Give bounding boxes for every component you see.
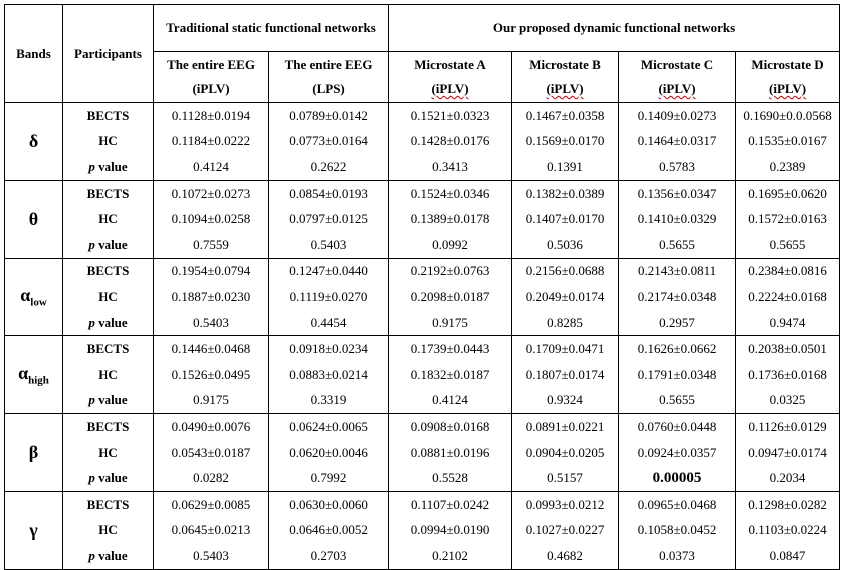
- p-value-cell: 0.0847: [736, 543, 840, 569]
- p-value-label: p value: [63, 388, 154, 414]
- value-cell: 0.1107±0.0242: [389, 491, 512, 517]
- value-cell: 0.0797±0.0125: [269, 206, 389, 232]
- results-table: [4, 4, 840, 570]
- value-cell: 0.2192±0.0763: [389, 258, 512, 284]
- value-cell: 0.1626±0.0662: [619, 336, 736, 362]
- value-cell: 0.1695±0.0620: [736, 180, 840, 206]
- p-value-cell: 0.00005: [619, 465, 736, 491]
- band-label: θ: [5, 180, 63, 258]
- table-row: [5, 336, 840, 362]
- value-cell: 0.0908±0.0168: [389, 414, 512, 440]
- p-value-label: p value: [63, 310, 154, 336]
- value-cell: 0.1382±0.0389: [512, 180, 619, 206]
- traditional-group-header: Traditional static functional networks: [154, 5, 389, 52]
- p-value-label: p value: [63, 465, 154, 491]
- participant-hc: HC: [63, 284, 154, 310]
- bands-header: Bands: [5, 5, 63, 103]
- table-row: [5, 465, 840, 491]
- table-row: [5, 518, 840, 544]
- p-value-cell: 0.2957: [619, 310, 736, 336]
- participant-becs: BECTS: [63, 103, 154, 129]
- participant-becs: BECTS: [63, 180, 154, 206]
- table-row: [5, 232, 840, 258]
- value-cell: 0.1410±0.0329: [619, 206, 736, 232]
- band-label: $\alpha_{high}$: [5, 336, 63, 414]
- value-cell: 0.1389±0.0178: [389, 206, 512, 232]
- p-value-cell: 0.2102: [389, 543, 512, 569]
- value-cell: 0.1467±0.0358: [512, 103, 619, 129]
- value-cell: 0.0904±0.0205: [512, 440, 619, 466]
- value-cell: 0.1569±0.0170: [512, 129, 619, 155]
- participant-hc: HC: [63, 129, 154, 155]
- value-cell: 0.1058±0.0452: [619, 518, 736, 544]
- value-cell: 0.1103±0.0224: [736, 518, 840, 544]
- column-header: Microstate C (iPLV): [619, 52, 736, 103]
- participant-hc: HC: [63, 440, 154, 466]
- participant-becs: BECTS: [63, 336, 154, 362]
- value-cell: 0.1298±0.0282: [736, 491, 840, 517]
- p-value-cell: 0.4124: [154, 154, 269, 180]
- value-cell: 0.0883±0.0214: [269, 362, 389, 388]
- value-cell: 0.2384±0.0816: [736, 258, 840, 284]
- p-value-cell: 0.9324: [512, 388, 619, 414]
- value-cell: 0.1524±0.0346: [389, 180, 512, 206]
- table-row: [5, 310, 840, 336]
- table-row: [5, 362, 840, 388]
- table-row: [5, 414, 840, 440]
- value-cell: 0.1409±0.0273: [619, 103, 736, 129]
- value-cell: 0.2049±0.0174: [512, 284, 619, 310]
- p-value-cell: 0.2703: [269, 543, 389, 569]
- p-value-label: p value: [63, 232, 154, 258]
- p-value-cell: 0.1391: [512, 154, 619, 180]
- value-cell: 0.1739±0.0443: [389, 336, 512, 362]
- value-cell: 0.1954±0.0794: [154, 258, 269, 284]
- p-value-cell: 0.4682: [512, 543, 619, 569]
- value-cell: 0.0543±0.0187: [154, 440, 269, 466]
- value-cell: 0.0646±0.0052: [269, 518, 389, 544]
- p-value-cell: 0.5655: [736, 232, 840, 258]
- value-cell: 0.0891±0.0221: [512, 414, 619, 440]
- value-cell: 0.1464±0.0317: [619, 129, 736, 155]
- value-cell: 0.1094±0.0258: [154, 206, 269, 232]
- value-cell: 0.2038±0.0501: [736, 336, 840, 362]
- p-value-cell: 0.0282: [154, 465, 269, 491]
- column-header: Microstate D (iPLV): [736, 52, 840, 103]
- value-cell: 0.2143±0.0811: [619, 258, 736, 284]
- p-value-cell: 0.7992: [269, 465, 389, 491]
- value-cell: 0.0624±0.0065: [269, 414, 389, 440]
- table-row: [5, 180, 840, 206]
- value-cell: 0.1027±0.0227: [512, 518, 619, 544]
- p-value-cell: 0.2034: [736, 465, 840, 491]
- p-value-cell: 0.5655: [619, 232, 736, 258]
- table-row: [5, 543, 840, 569]
- p-value-cell: 0.5528: [389, 465, 512, 491]
- value-cell: 0.1572±0.0163: [736, 206, 840, 232]
- table-row: [5, 206, 840, 232]
- value-cell: 0.2098±0.0187: [389, 284, 512, 310]
- value-cell: 0.0789±0.0142: [269, 103, 389, 129]
- value-cell: 0.0773±0.0164: [269, 129, 389, 155]
- p-value-cell: 0.5036: [512, 232, 619, 258]
- p-value-cell: 0.5655: [619, 388, 736, 414]
- value-cell: 0.0924±0.0357: [619, 440, 736, 466]
- table-row: [5, 154, 840, 180]
- value-cell: 0.1428±0.0176: [389, 129, 512, 155]
- table-row: [5, 491, 840, 517]
- value-cell: 0.2174±0.0348: [619, 284, 736, 310]
- band-label: γ: [5, 491, 63, 569]
- p-value-cell: 0.0325: [736, 388, 840, 414]
- value-cell: 0.1709±0.0471: [512, 336, 619, 362]
- participant-becs: BECTS: [63, 414, 154, 440]
- band-label: $\alpha_{low}$: [5, 258, 63, 336]
- p-value-cell: 0.2622: [269, 154, 389, 180]
- value-cell: 0.0490±0.0076: [154, 414, 269, 440]
- table-row: [5, 440, 840, 466]
- value-cell: 0.0993±0.0212: [512, 491, 619, 517]
- column-header: Microstate A (iPLV): [389, 52, 512, 103]
- p-value-cell: 0.5403: [154, 310, 269, 336]
- value-cell: 0.0994±0.0190: [389, 518, 512, 544]
- band-label: β: [5, 414, 63, 492]
- value-cell: 0.0965±0.0468: [619, 491, 736, 517]
- column-header: The entire EEG (LPS): [269, 52, 389, 103]
- value-cell: 0.1126±0.0129: [736, 414, 840, 440]
- p-value-cell: 0.5783: [619, 154, 736, 180]
- value-cell: 0.1521±0.0323: [389, 103, 512, 129]
- p-value-cell: 0.5403: [154, 543, 269, 569]
- participant-becs: BECTS: [63, 491, 154, 517]
- p-value-cell: 0.0373: [619, 543, 736, 569]
- value-cell: 0.1807±0.0174: [512, 362, 619, 388]
- table-body: [5, 103, 840, 570]
- participant-becs: BECTS: [63, 258, 154, 284]
- value-cell: 0.1887±0.0230: [154, 284, 269, 310]
- p-value-cell: 0.0992: [389, 232, 512, 258]
- value-cell: 0.1184±0.0222: [154, 129, 269, 155]
- p-value-cell: 0.4124: [389, 388, 512, 414]
- value-cell: 0.1247±0.0440: [269, 258, 389, 284]
- table-row: [5, 388, 840, 414]
- value-cell: 0.1736±0.0168: [736, 362, 840, 388]
- value-cell: 0.1446±0.0468: [154, 336, 269, 362]
- value-cell: 0.0620±0.0046: [269, 440, 389, 466]
- p-value-cell: 0.8285: [512, 310, 619, 336]
- p-value-cell: 0.5157: [512, 465, 619, 491]
- value-cell: 0.1072±0.0273: [154, 180, 269, 206]
- table-row: [5, 284, 840, 310]
- p-value-cell: 0.3413: [389, 154, 512, 180]
- value-cell: 0.0918±0.0234: [269, 336, 389, 362]
- value-cell: 0.0947±0.0174: [736, 440, 840, 466]
- participant-hc: HC: [63, 362, 154, 388]
- p-value-cell: 0.3319: [269, 388, 389, 414]
- value-cell: 0.0854±0.0193: [269, 180, 389, 206]
- table-row: [5, 129, 840, 155]
- p-value-label: p value: [63, 543, 154, 569]
- column-header: Microstate B (iPLV): [512, 52, 619, 103]
- value-cell: 0.1690±0.0.0568: [736, 103, 840, 129]
- p-value-cell: 0.9175: [389, 310, 512, 336]
- p-value-cell: 0.9175: [154, 388, 269, 414]
- value-cell: 0.0881±0.0196: [389, 440, 512, 466]
- value-cell: 0.0645±0.0213: [154, 518, 269, 544]
- value-cell: 0.1407±0.0170: [512, 206, 619, 232]
- value-cell: 0.2156±0.0688: [512, 258, 619, 284]
- value-cell: 0.0629±0.0085: [154, 491, 269, 517]
- table-row: [5, 258, 840, 284]
- p-value-label: p value: [63, 154, 154, 180]
- participants-header: Participants: [63, 5, 154, 103]
- p-value-cell: 0.9474: [736, 310, 840, 336]
- value-cell: 0.2224±0.0168: [736, 284, 840, 310]
- value-cell: 0.1535±0.0167: [736, 129, 840, 155]
- table-row: [5, 103, 840, 129]
- value-cell: 0.0630±0.0060: [269, 491, 389, 517]
- p-value-cell: 0.5403: [269, 232, 389, 258]
- value-cell: 0.1356±0.0347: [619, 180, 736, 206]
- value-cell: 0.1832±0.0187: [389, 362, 512, 388]
- participant-hc: HC: [63, 206, 154, 232]
- p-value-cell: 0.4454: [269, 310, 389, 336]
- p-value-cell: 0.2389: [736, 154, 840, 180]
- column-header: The entire EEG (iPLV): [154, 52, 269, 103]
- value-cell: 0.1791±0.0348: [619, 362, 736, 388]
- value-cell: 0.0760±0.0448: [619, 414, 736, 440]
- participant-hc: HC: [63, 518, 154, 544]
- value-cell: 0.1526±0.0495: [154, 362, 269, 388]
- value-cell: 0.1128±0.0194: [154, 103, 269, 129]
- p-value-cell: 0.7559: [154, 232, 269, 258]
- value-cell: 0.1119±0.0270: [269, 284, 389, 310]
- band-label: δ: [5, 103, 63, 181]
- proposed-group-header: Our proposed dynamic functional networks: [389, 5, 840, 52]
